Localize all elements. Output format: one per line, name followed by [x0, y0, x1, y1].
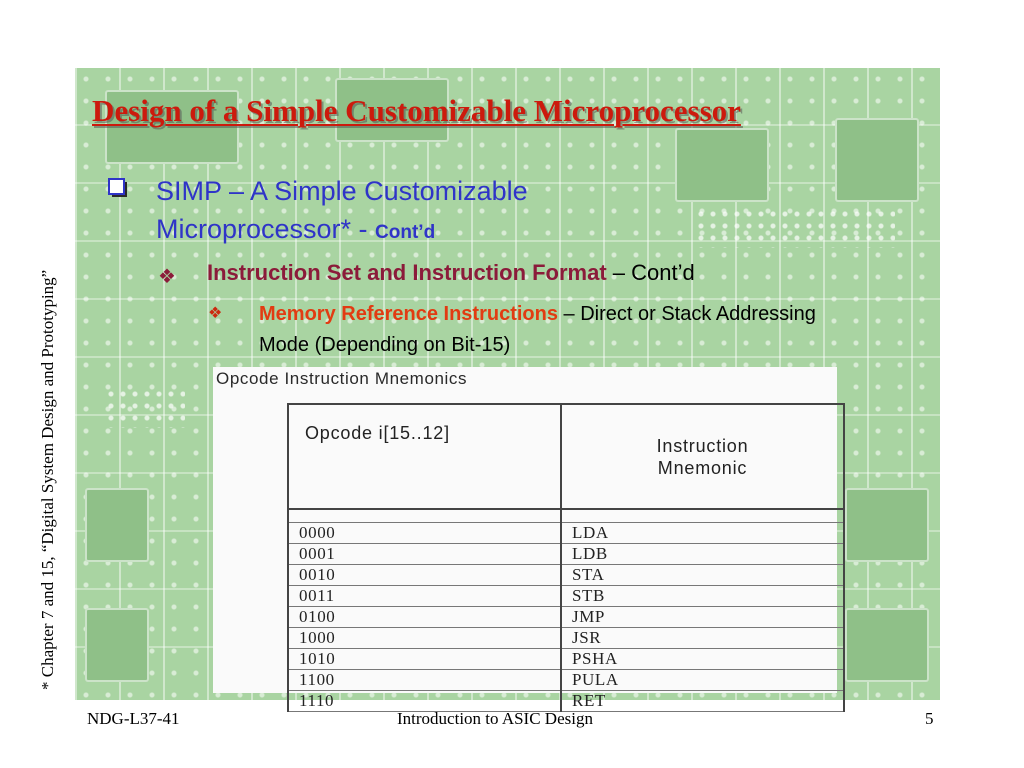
column-header-mnemonic: [561, 404, 844, 509]
table-row: [288, 565, 844, 586]
opcode-cell: 0100: [288, 607, 561, 628]
opcode-cell: 1110: [288, 691, 561, 712]
opcode-cell: 0001: [288, 544, 561, 565]
opcode-cell: 0010: [288, 565, 561, 586]
chip-decoration: [835, 118, 919, 202]
table-row: [288, 586, 844, 607]
side-note-reference: * Chapter 7 and 15, “Digital System Design and Prototyping”: [38, 269, 57, 690]
table-cell: [288, 509, 561, 523]
mnemonic-cell: JSR: [561, 628, 844, 649]
bullet-level-1-suffix: Cont’d: [375, 222, 436, 243]
footer-course-code: NDG-L37-41: [87, 709, 180, 728]
diamond-bullet-icon: ❖: [208, 305, 223, 322]
opcode-cell: 1000: [288, 628, 561, 649]
table-row: [288, 628, 844, 649]
table-header-row: [288, 404, 844, 509]
column-header-opcode: Opcode i[15..12]: [288, 404, 561, 509]
opcode-table: [287, 403, 845, 712]
checkbox-bullet-icon: [108, 178, 128, 198]
bullet-level-3: [259, 299, 859, 361]
bullet-level-2-rest: – Cont’d: [606, 260, 695, 285]
table-spacer-row: [288, 509, 844, 523]
table-row: [288, 607, 844, 628]
table-row: [288, 523, 844, 544]
bullet-level-2-highlight: Instruction Set and Instruction Format: [207, 260, 607, 285]
bullet-level-3-rest: – Direct or Stack Addressing Mode (Depending on Bit-15): [259, 303, 816, 356]
footer-page-number: 5: [925, 709, 934, 728]
opcode-cell: 0011: [288, 586, 561, 607]
column-header-mnemonic-line2: Mnemonic: [657, 457, 748, 478]
mnemonic-cell: STA: [561, 565, 844, 586]
bullet-level-1-text: SIMP – A Simple Customizable Microprocessor* -: [156, 176, 528, 244]
opcode-table-figure: [213, 367, 837, 710]
mnemonic-cell: PULA: [561, 670, 844, 691]
opcode-cell: 0000: [288, 523, 561, 544]
mnemonic-cell: RET: [561, 691, 844, 712]
chip-decoration: [85, 608, 149, 682]
diamond-bullet-icon: ❖: [158, 266, 176, 288]
mnemonic-cell: JMP: [561, 607, 844, 628]
bullet-level-3-highlight: Memory Reference Instructions: [259, 303, 558, 325]
table-row: [288, 649, 844, 670]
footer-course-title: Introduction to ASIC Design: [397, 709, 593, 728]
mnemonic-cell: LDA: [561, 523, 844, 544]
bullet-level-2: [207, 260, 695, 286]
mnemonic-cell: PSHA: [561, 649, 844, 670]
chip-decoration: [695, 208, 895, 248]
figure-caption: Opcode Instruction Mnemonics: [216, 369, 468, 388]
opcode-cell: 1010: [288, 649, 561, 670]
slide-title: Design of a Simple Customizable Microprocessor: [92, 93, 741, 128]
column-header-mnemonic-line1: Instruction: [656, 435, 749, 456]
opcode-cell: 1100: [288, 670, 561, 691]
table-row: [288, 544, 844, 565]
chip-decoration: [85, 488, 149, 562]
chip-decoration: [845, 608, 929, 682]
mnemonic-cell: LDB: [561, 544, 844, 565]
table-cell: [561, 509, 844, 523]
bullet-level-1: [156, 172, 716, 252]
table-row: [288, 670, 844, 691]
mnemonic-cell: STB: [561, 586, 844, 607]
chip-decoration: [845, 488, 929, 562]
chip-decoration: [105, 388, 185, 428]
